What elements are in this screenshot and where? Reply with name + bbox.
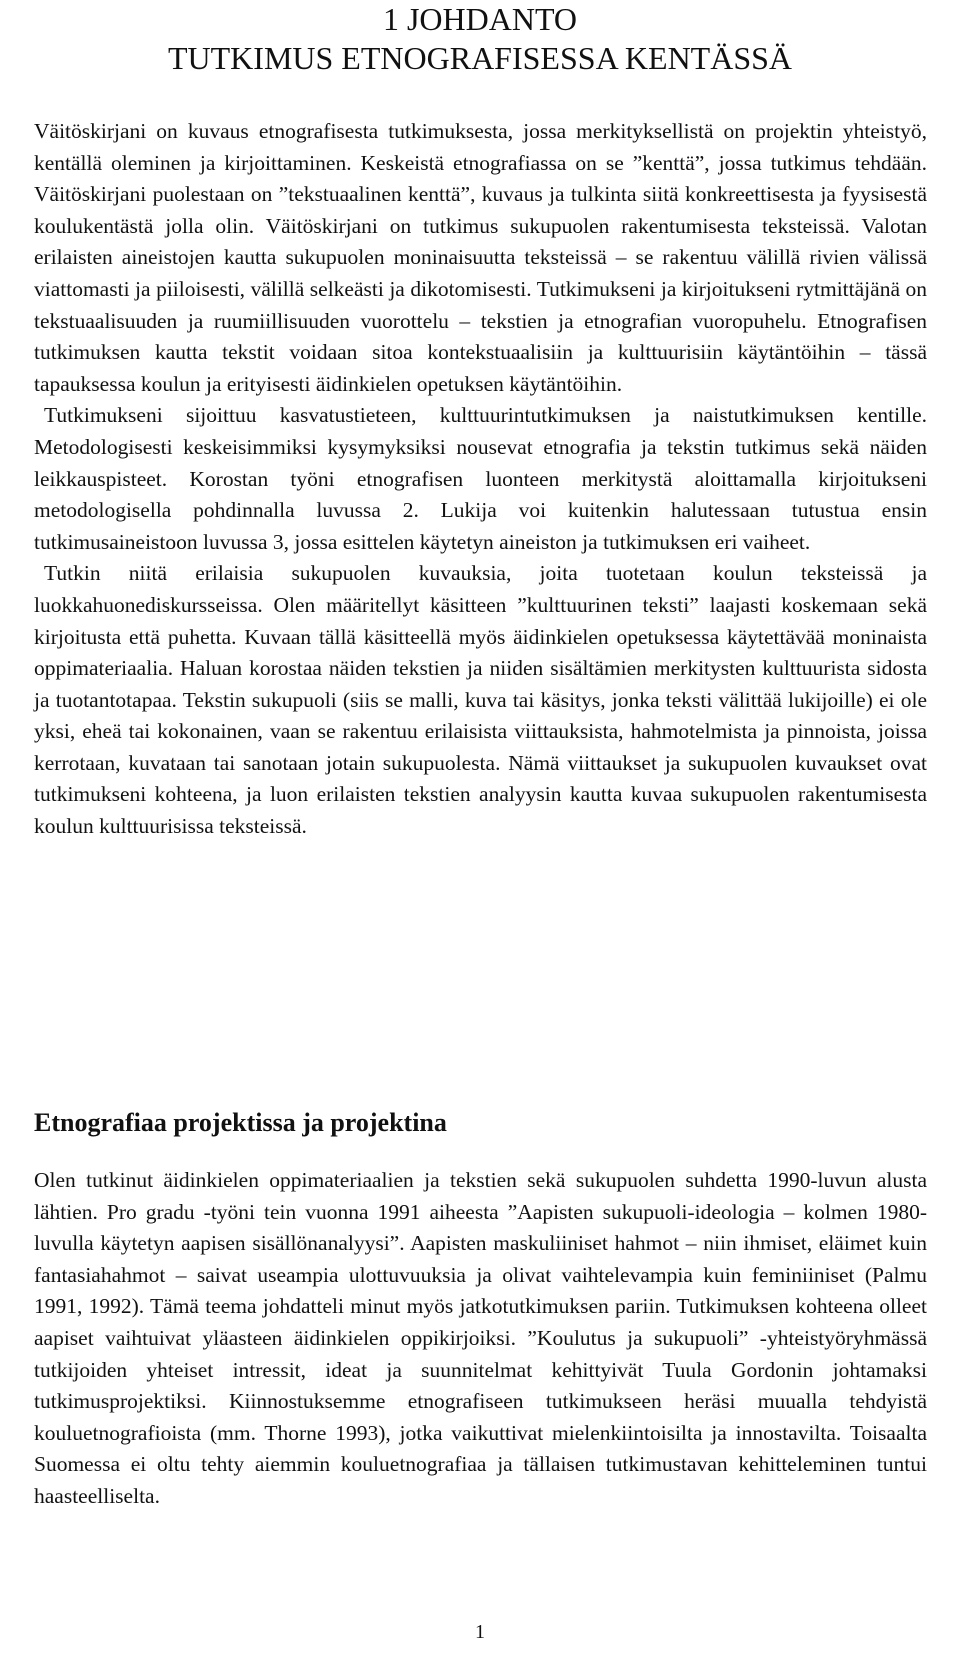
chapter-number-title: 1 JOHDANTO — [382, 1, 578, 37]
section-text — [34, 1165, 927, 1513]
page-number: 1 — [475, 1621, 485, 1643]
intro-paragraph-3: Tutkin niitä erilaisia sukupuolen kuvauksia, joita tuotetaan koulun teksteissä ja luokkahuonediskursseissa. Olen määritellyt käsitteen ”kulttuurinen teksti” laajasti koskemaan sekä kirjoitusta että puhetta. Kuvaan tällä käsitteellä myös äidinkielen opetuksessa käytettävää moninaista oppimateriaalia. Haluan korostaa näiden tekstien ja niiden sisältämien merkitysten kulttuurista sidosta ja tuotantotapaa. Tekstin sukupuoli (siis se malli, kuva tai käsitys, jonka teksti välittää lukijoille) ei ole yksi, eheä tai kokonainen, vaan se rakentuu erilaisista viittauksista, hahmotelmista ja pinnoista, joissa kerrotaan, kuvataan tai sanotaan jotain sukupuolesta. Nämä viittaukset ja sukupuolen kuvaukset ovat tutkimukseni kohteena, ja luon erilaisten tekstien analyysin kautta kuvaa sukupuolen rakentumisesta koulun kulttuurisissa teksteissä. — [34, 561, 927, 839]
intro-paragraph-2: Tutkimukseni sijoittuu kasvatustieteen, kulttuurintutkimuksen ja naistutkimuksen kentille. Metodologisesti keskeisimmiksi kysymyksiksi nousevat etnografia ja tekstin tutkimus sekä näiden leikkauspisteet. Korostan työni etnografisen luonteen merkitystä aloittamalla kirjoitukseni metodologisella pohdinnalla luvussa 2. Lukija voi kuitenkin halutessaan tutustua ensin tutkimusaineistoon luvussa 3, jossa esittelen käytetyn aineiston ja tutkimuksen eri vaiheet. — [34, 403, 927, 554]
section-paragraph: Olen tutkinut äidinkielen oppimateriaalien ja tekstien sekä sukupuolen suhdetta 1990-luvun alusta lähtien. Pro gradu -työni tein vuonna 1991 aiheesta ”Aapisten sukupuoli-ideologia – kolmen 1980-luvulla käytetyn aapisen sisällönanalyysi”. Aapisten maskuliiniset hahmot – niin ihmiset, eläimet kuin fantasiahahmot – saivat useampia ulottuvuuksia ja olivat vaihtelevampia kuin feminiiniset (Palmu 1991, 1992). Tämä teema johdatteli minut myös jatkotutkimuksen pariin. Tutkimuksen kohteena olleet aapiset vaihtuivat yläasteen äidinkielen oppikirjoiksi. ”Koulutus ja sukupuoli” -yhteistyöryhmässä tutkijoiden yhteiset intressit, ideat ja suunnitelmat kehittyivät Tuula Gordonin johtamaksi tutkimusprojektiksi. Kiinnostuksemme etnografiseen tutkimukseen heräsi muualla tehdyistä kouluetnografioista (mm. Thorne 1993), jotka vaikuttivat mielenkiintoisilta ja innostavilta. Toisaalta Suomessa ei oltu tehty aiemmin kouluetnografiaa ja tällaisen tutkimustavan kehitteleminen tuntui haasteelliselta. — [34, 1168, 927, 1508]
chapter-subtitle: TUTKIMUS ETNOGRAFISESSA KENTÄSSÄ — [167, 40, 793, 76]
section-heading: Etnografiaa projektissa ja projektina — [34, 1108, 447, 1137]
intro-paragraph-1: Väitöskirjani on kuvaus etnografisesta tutkimuksesta, jossa merkityksellistä on projektin yhteistyö, kentällä oleminen ja kirjoittaminen. Keskeistä etnografiassa on se ”kenttä”, jossa tutkimus tehdään. Väitöskirjani puolestaan on ”tekstuaalinen kenttä”, kuvaus ja tulkinta siitä konkreettisesta ja fyysisestä koulukentästä jolla olin. Väitöskirjani on tutkimus sukupuolen rakentumisesta teksteissä. Valotan erilaisten aineistojen kautta sukupuolen moninaisuutta teksteissä – se rakentuu välillä rivien välissä viattomasti ja piiloisesti, välillä selkeästi ja dikotomisesti. Tutkimukseni ja kirjoitukseni rytmittäjänä on tekstuaalisuuden ja ruumiillisuuden vuorottelu – tekstien ja etnografian vuoropuhelu. Etnografisen tutkimuksen kautta tekstit voidaan sitoa kontekstuaalisiin ja kulttuurisiin käytäntöihin – tässä tapauksessa koulun ja erityisesti äidinkielen opetuksen käytäntöihin. — [34, 119, 927, 396]
chapter-title — [0, 0, 960, 78]
intro-text — [34, 116, 927, 843]
